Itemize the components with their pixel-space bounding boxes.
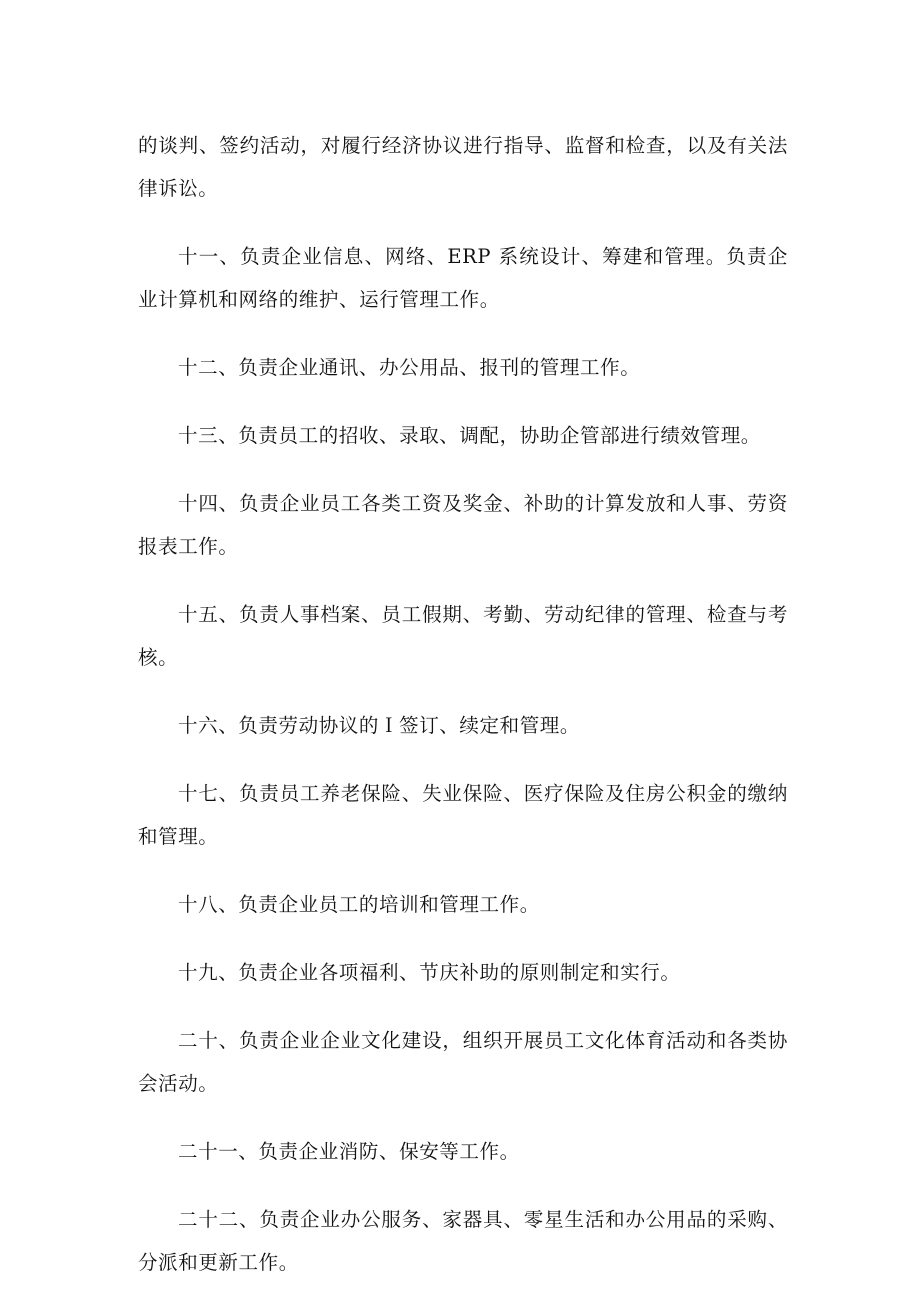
paragraph-item-19: 十九、负责企业各项福利、节庆补助的原则制定和实行。	[178, 961, 681, 984]
paragraph-item-18: 十八、负责企业员工的培训和管理工作。	[178, 893, 540, 916]
paragraph-item-17: 十七、负责员工养老保险、失业保险、医疗保险及住房公积金的缴纳和管理。	[138, 782, 788, 848]
paragraph-item-16: 十六、负责劳动协议的Ｉ签订、续定和管理。	[178, 714, 581, 737]
paragraph-item-20: 二十、负责企业企业文化建设，组织开展员工文化体育活动和各类协会活动。	[138, 1029, 788, 1095]
document-page	[138, 124, 788, 1309]
paragraph-item-14: 十四、负责企业员工各类工资及奖金、补助的计算发放和人事、劳资报表工作。	[138, 492, 788, 558]
paragraph-item-11: 十一、负责企业信息、网络、ERP 系统设计、筹建和管理。负责企业计算机和网络的维护、运行管理工作。	[138, 245, 788, 311]
paragraph-item-22: 二十二、负责企业办公服务、家器具、零星生活和办公用品的采购、分派和更新工作。	[138, 1208, 788, 1274]
paragraph-item-13: 十三、负责员工的招收、录取、调配，协助企管部进行绩效管理。	[178, 424, 761, 447]
paragraph-item-15: 十五、负责人事档案、员工假期、考勤、劳动纪律的管理、检查与考核。	[138, 603, 788, 669]
paragraph-item-21: 二十一、负责企业消防、保安等工作。	[178, 1140, 520, 1163]
paragraph-continuation: 的谈判、签约活动，对履行经济协议进行指导、监督和检查，以及有关法律诉讼。	[138, 134, 788, 200]
paragraph-item-12: 十二、负责企业通讯、办公用品、报刊的管理工作。	[178, 356, 641, 379]
